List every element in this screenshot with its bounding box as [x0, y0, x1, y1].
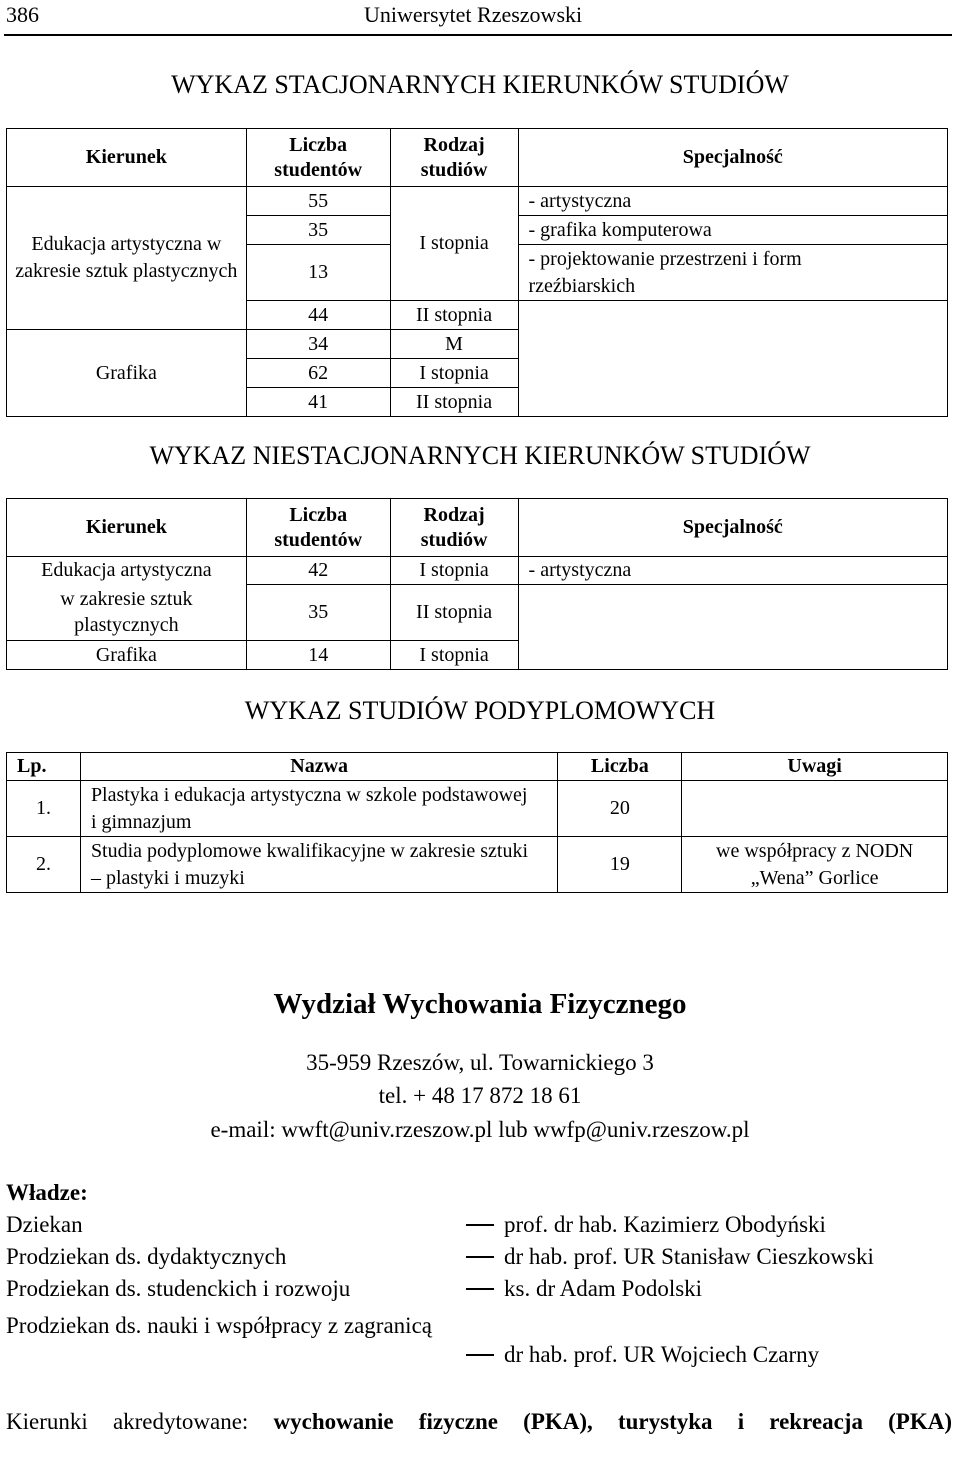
- faculty-name: Wydział Wychowania Fizycznego: [273, 988, 687, 1020]
- authority-role: Dziekan: [6, 1212, 83, 1237]
- section-title-niestacjonarne: WYKAZ NIESTACJONARNYCH KIERUNKÓW STUDIÓW: [149, 441, 811, 470]
- table-cell: 13: [246, 245, 390, 301]
- kierunek-edukacja-line1: Edukacja artystyczna: [7, 557, 247, 585]
- authority-person: [466, 1244, 874, 1270]
- col-header-rodzaj: Rodzaj studiów: [390, 499, 518, 557]
- dash-icon: [466, 1256, 494, 1258]
- row-lp: 2.: [7, 837, 81, 893]
- table-stacjonarne: [6, 128, 948, 417]
- faculty-address: 35-959 Rzeszów, ul. Towarnickiego 3: [306, 1050, 654, 1075]
- rodzaj-cell: II stopnia: [390, 585, 518, 641]
- table-row: [7, 837, 948, 893]
- col-header-nazwa: Nazwa: [80, 753, 557, 781]
- table-cell: 55: [246, 187, 390, 216]
- rodzaj-cell: I stopnia: [390, 557, 518, 585]
- page-header: [4, 0, 952, 36]
- table-niestacjonarne: [6, 498, 948, 670]
- col-header-liczba: Liczba studentów: [246, 129, 390, 187]
- row-nazwa: Studia podyplomowe kwalifikacyjne w zakresie sztuki – plastyki i muzyki: [80, 837, 557, 893]
- faculty-email: e-mail: wwft@univ.rzeszow.pl lub wwfp@univ.rzeszow.pl: [210, 1117, 750, 1142]
- table-cell: 62: [246, 359, 390, 388]
- authority-person: [466, 1276, 702, 1302]
- col-header-specjalnosc: Specjalność: [518, 129, 948, 187]
- rodzaj-cell: I stopnia: [390, 187, 518, 301]
- authority-person-name: prof. dr hab. Kazimierz Obodyński: [504, 1212, 826, 1237]
- rodzaj-cell: I stopnia: [390, 359, 518, 388]
- table-cell: 35: [246, 216, 390, 245]
- authority-person: [466, 1212, 826, 1238]
- rodzaj-cell: M: [390, 330, 518, 359]
- page-number: 386: [6, 2, 39, 27]
- specjalnosc-cell-empty: [518, 301, 948, 417]
- table-cell: 14: [246, 641, 390, 670]
- faculty-phone: tel. + 48 17 872 18 61: [378, 1083, 582, 1108]
- table-cell: 44: [246, 301, 390, 330]
- col-header-lp: Lp.: [7, 753, 81, 781]
- row-liczba: 20: [558, 781, 682, 837]
- specjalnosc-cell: - grafika komputerowa: [518, 216, 948, 245]
- running-head: Uniwersytet Rzeszowski: [364, 2, 583, 27]
- specjalnosc-cell: - projektowanie przestrzeni i form rzeźbiarskich: [518, 245, 948, 301]
- table-cell: 34: [246, 330, 390, 359]
- rodzaj-cell: I stopnia: [390, 641, 518, 670]
- dash-icon: [466, 1288, 494, 1290]
- accreditation: [6, 1405, 952, 1438]
- kierunek-grafika: Grafika: [7, 330, 247, 417]
- row-liczba: 19: [558, 837, 682, 893]
- dash-icon: [466, 1224, 494, 1226]
- authority-person-name: ks. dr Adam Podolski: [504, 1276, 703, 1301]
- specjalnosc-cell: - artystyczna: [518, 187, 948, 216]
- accreditation-label: Kierunki akredytowane:: [6, 1409, 249, 1434]
- row-uwagi: we współpracy z NODN „Wena” Gorlice: [682, 837, 948, 893]
- col-header-rodzaj: Rodzaj studiów: [390, 129, 518, 187]
- kierunek-edukacja-line2: w zakresie sztuk plastycznych: [7, 585, 247, 641]
- col-header-liczba: Liczba studentów: [246, 499, 390, 557]
- row-uwagi: [682, 781, 948, 837]
- kierunek-edukacja: Edukacja artystyczna w zakresie sztuk plastycznych: [7, 187, 247, 330]
- col-header-kierunek: Kierunek: [7, 129, 247, 187]
- dash-icon: [466, 1354, 494, 1356]
- authority-person-name: dr hab. prof. UR Stanisław Cieszkowski: [504, 1244, 874, 1269]
- authority-person-name: dr hab. prof. UR Wojciech Czarny: [504, 1342, 820, 1367]
- col-header-kierunek: Kierunek: [7, 499, 247, 557]
- rodzaj-cell: II stopnia: [390, 388, 518, 417]
- authority-person: [466, 1342, 819, 1368]
- section-title-stacjonarne: WYKAZ STACJONARNYCH KIERUNKÓW STUDIÓW: [171, 70, 789, 99]
- table-podyplomowe: [6, 752, 948, 893]
- col-header-specjalnosc: Specjalność: [518, 499, 947, 557]
- kierunek-grafika: Grafika: [7, 641, 247, 670]
- table-cell: 35: [246, 585, 390, 641]
- accreditation-value: wychowanie fizyczne (PKA), turystyka i rekreacja (PKA): [273, 1409, 952, 1434]
- row-nazwa: Plastyka i edukacja artystyczna w szkole podstawowej i gimnazjum: [80, 781, 557, 837]
- section-title-podyplomowe: WYKAZ STUDIÓW PODYPLOMOWYCH: [244, 696, 716, 725]
- table-cell: 42: [246, 557, 390, 585]
- table-cell: 41: [246, 388, 390, 417]
- rodzaj-cell: II stopnia: [390, 301, 518, 330]
- authority-role: Prodziekan ds. nauki i współpracy z zagranicą: [6, 1313, 432, 1338]
- table-row: [7, 781, 948, 837]
- col-header-uwagi: Uwagi: [682, 753, 948, 781]
- col-header-liczba: Liczba: [558, 753, 682, 781]
- specjalnosc-cell-empty: [518, 585, 947, 670]
- specjalnosc-cell: - artystyczna: [518, 557, 947, 585]
- authority-role: Prodziekan ds. studenckich i rozwoju: [6, 1276, 351, 1301]
- authorities-heading: Władze:: [6, 1180, 88, 1205]
- authority-role: Prodziekan ds. dydaktycznych: [6, 1244, 287, 1269]
- row-lp: 1.: [7, 781, 81, 837]
